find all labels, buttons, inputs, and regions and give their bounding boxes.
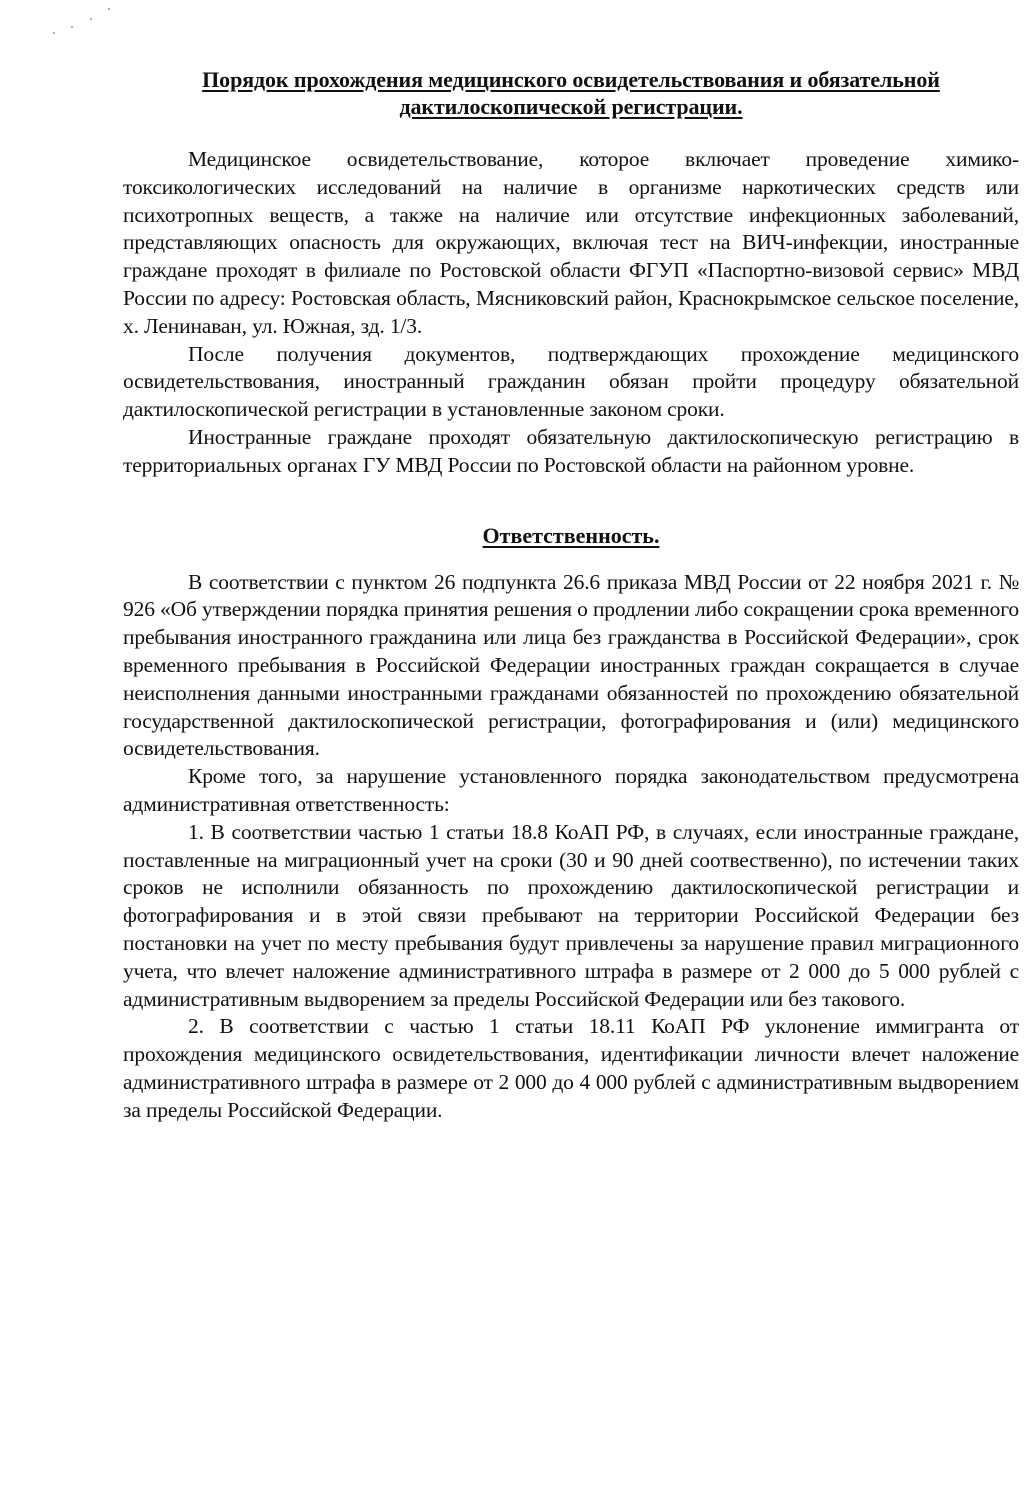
spacer xyxy=(123,549,1019,569)
paragraph-medical-examination: Медицинское освидетельствование, которое включает проведение химико-токсикологических исследований на наличие в организме наркотических средств или психотропных веществ, а также на наличие или отсутствие инфекционных заболеваний, представляющих опасность для окружающих, включая тест на ВИЧ-инфекции, иностранные граждане проходят в филиале по Ростовской области ФГУП «Паспортно-визовой сервис» МВД России по адресу: Ростовская область, Мясниковский район, Краснокрымское сельское поселение, х. Ленинаван, ул. Южная, зд. 1/3. xyxy=(123,147,1019,338)
section-heading-responsibility: Ответственность. xyxy=(482,522,660,548)
paragraph-administrative-liability: Кроме того, за нарушение установленного порядка законодательством предусмотрена административная ответственность: xyxy=(123,764,1019,816)
spacer xyxy=(123,120,1019,146)
scan-artifact-marks xyxy=(45,0,115,40)
paragraph-article-18-8: 1. В соответствии частью 1 статьи 18.8 КоАП РФ, в случаях, если иностранные граждане, поставленные на миграционный учет на сроки (30 и 90 дней соотвественно), по истечении таких сроков не исполнили обязанность по прохождению дактилоскопической регистрации и фотографирования и в этой связи пребывают на территории Российской Федерации без постановки на учет по месту пребывания будут привлечены за нарушение правил миграционного учета, что влечет наложение административного штрафа в размере от 2 000 до 5 000 рублей с административным выдворением за пределы Российской Федерации или без такового. xyxy=(123,819,1019,1011)
document-page xyxy=(123,66,1019,1125)
paragraph-after-documents: После получения документов, подтверждающих прохождение медицинского освидетельствования, иностранный гражданин обязан пройти процедуру обязательной дактилоскопической регистрации в установленные законом сроки. xyxy=(123,341,1019,422)
spacer xyxy=(123,480,1019,522)
paragraph-order-926: В соответствии с пунктом 26 подпункта 26.6 приказа МВД России от 22 ноября 2021 г. № 926 «Об утверждении порядка принятия решения о продлении либо сокращении срока временного пребывания иностранного гражданина или лица без гражданства в Российской Федерации», срок временного пребывания в Российской Федерации иностранных граждан сокращается в случае неисполнения данными иностранными гражданами обязанностей по прохождению обязательной государственной дактилоскопической регистрации, фотографирования и (или) медицинского освидетельствования. xyxy=(123,569,1019,761)
section-procedure xyxy=(123,146,1019,480)
document-title: Порядок прохождения медицинского освидетельствования и обязательной дактилоскопической регистрации. xyxy=(202,67,940,119)
section-responsibility xyxy=(123,569,1019,1125)
paragraph-article-18-11: 2. В соответствии с частью 1 статьи 18.11 КоАП РФ уклонение иммигранта от прохождения медицинского освидетельствования, идентификации личности влечет наложение административного штрафа в размере от 2 000 до 4 000 рублей с административным выдворением за пределы Российской Федерации. xyxy=(123,1014,1019,1122)
paragraph-fingerprint-registration: Иностранные граждане проходят обязательную дактилоскопическую регистрацию в территориальных органах ГУ МВД России по Ростовской области на районном уровне. xyxy=(123,424,1019,477)
